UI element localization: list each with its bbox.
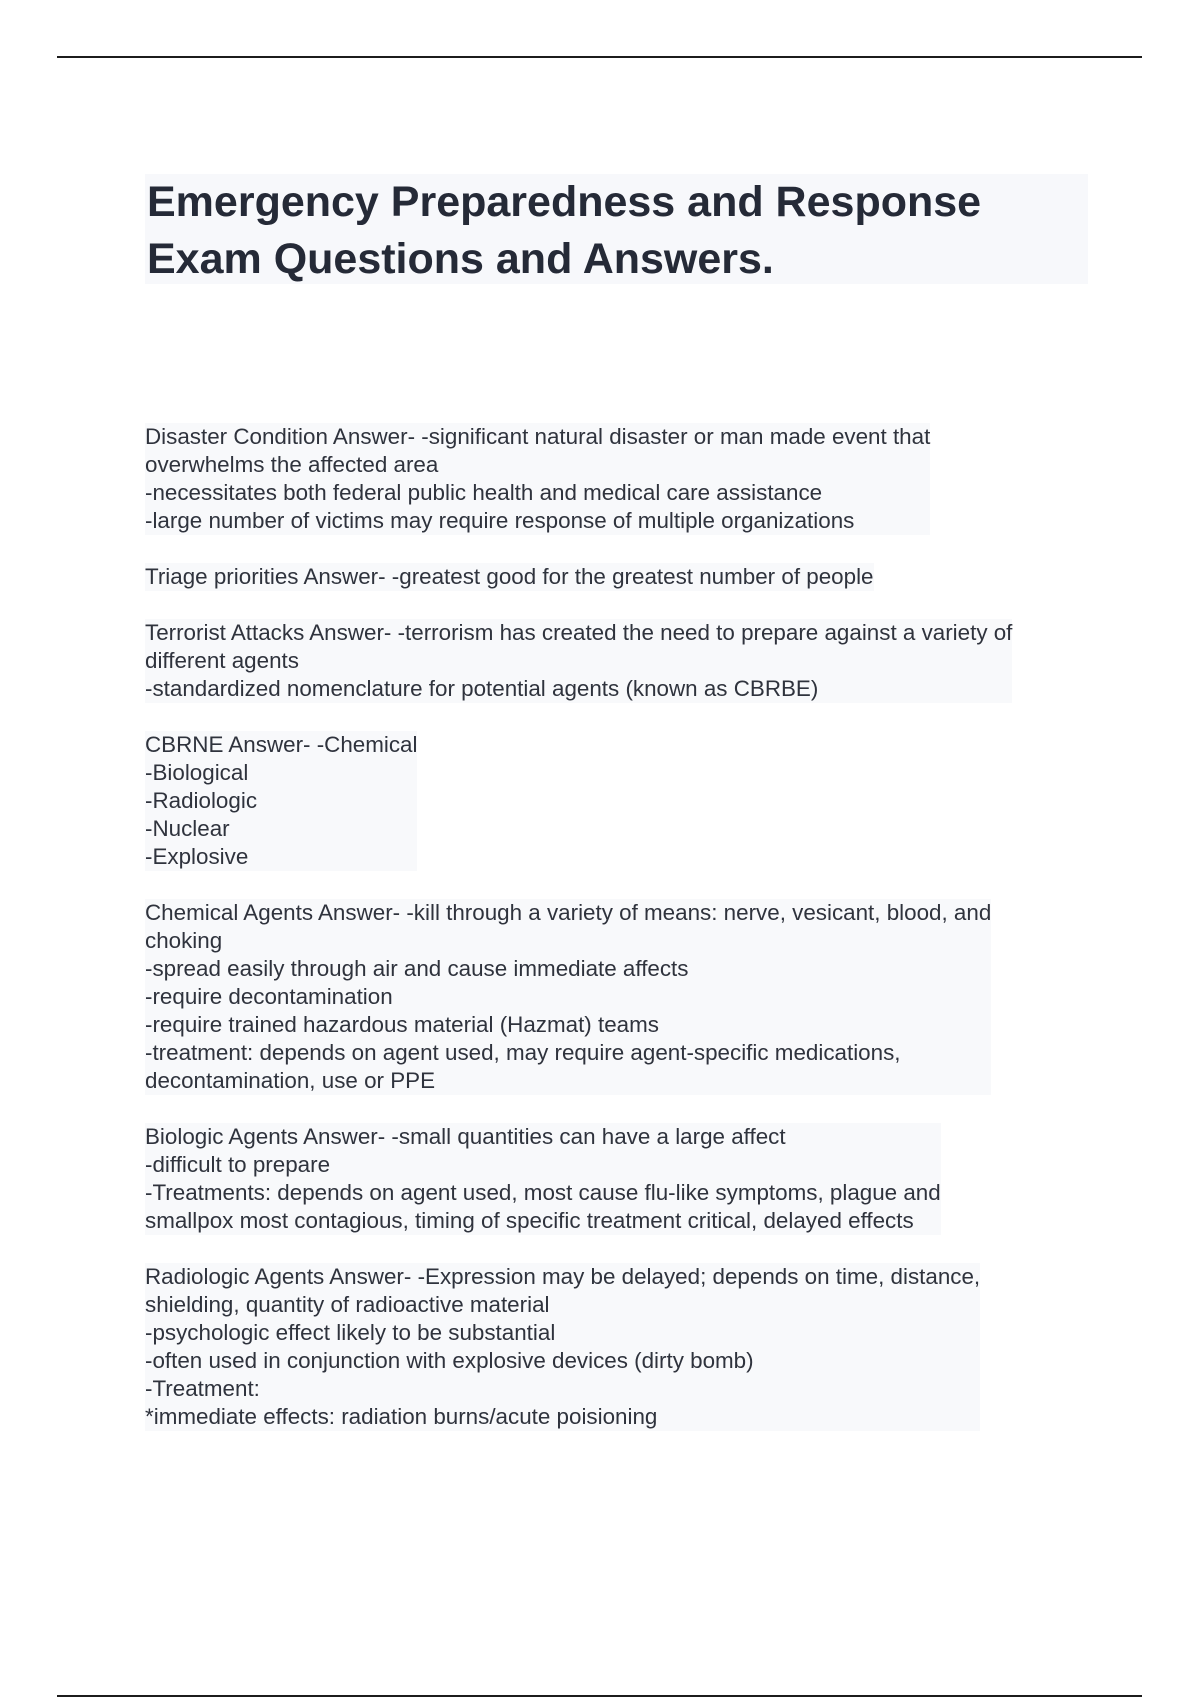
- title-line-1: Emergency Preparedness and Response: [147, 178, 982, 226]
- qa-line: Radiologic Agents Answer- -Expression may be delayed; depends on time, distance,: [145, 1264, 981, 1289]
- qa-line: Biologic Agents Answer- -small quantities can have a large affect: [145, 1124, 786, 1149]
- qa-line: -often used in conjunction with explosive devices (dirty bomb): [145, 1348, 754, 1373]
- qa-line: different agents: [145, 648, 299, 673]
- qa-line: -difficult to prepare: [145, 1152, 331, 1177]
- qa-line: Chemical Agents Answer- -kill through a variety of means: nerve, vesicant, blood, and: [145, 900, 992, 925]
- qa-line: -psychologic effect likely to be substantial: [145, 1320, 556, 1345]
- qa-entry-cbrne: [145, 731, 417, 871]
- qa-list: [145, 423, 1090, 1459]
- qa-line: choking: [145, 928, 223, 953]
- qa-line: -require decontamination: [145, 984, 393, 1009]
- qa-line: -Treatment:: [145, 1376, 260, 1401]
- bottom-rule: [57, 1695, 1142, 1697]
- qa-line: -necessitates both federal public health and medical care assistance: [145, 480, 823, 505]
- qa-line: -Nuclear: [145, 816, 230, 841]
- qa-line: *immediate effects: radiation burns/acute poisioning: [145, 1404, 658, 1429]
- qa-line: -large number of victims may require response of multiple organizations: [145, 508, 855, 533]
- qa-entry-triage-priorities: [145, 563, 874, 591]
- top-rule: [57, 56, 1142, 58]
- qa-line: -Biological: [145, 760, 249, 785]
- qa-entry-disaster-condition: [145, 423, 930, 535]
- qa-line: -require trained hazardous material (Hazmat) teams: [145, 1012, 659, 1037]
- qa-entry-chemical-agents: [145, 899, 991, 1095]
- qa-line: -standardized nomenclature for potential agents (known as CBRBE): [145, 676, 819, 701]
- title-block: [145, 174, 1088, 284]
- qa-entry-terrorist-attacks: [145, 619, 1012, 703]
- document-title: [145, 174, 1088, 288]
- title-line-2: Exam Questions and Answers.: [147, 235, 774, 283]
- qa-line: Triage priorities Answer- -greatest good for the greatest number of people: [145, 564, 874, 589]
- qa-line: -spread easily through air and cause immediate affects: [145, 956, 689, 981]
- qa-line: Disaster Condition Answer- -significant natural disaster or man made event that: [145, 424, 931, 449]
- qa-line: -Treatments: depends on agent used, most cause flu-like symptoms, plague and: [145, 1180, 941, 1205]
- qa-line: -treatment: depends on agent used, may require agent-specific medications,: [145, 1040, 901, 1065]
- qa-line: -Radiologic: [145, 788, 258, 813]
- qa-entry-biologic-agents: [145, 1123, 941, 1235]
- qa-line: overwhelms the affected area: [145, 452, 439, 477]
- qa-line: Terrorist Attacks Answer- -terrorism has created the need to prepare against a variety of: [145, 620, 1013, 645]
- qa-entry-radiologic-agents: [145, 1263, 980, 1431]
- qa-line: -Explosive: [145, 844, 249, 869]
- qa-line: shielding, quantity of radioactive material: [145, 1292, 550, 1317]
- qa-line: CBRNE Answer- -Chemical: [145, 732, 418, 757]
- qa-line: smallpox most contagious, timing of specific treatment critical, delayed effects: [145, 1208, 914, 1233]
- qa-line: decontamination, use or PPE: [145, 1068, 436, 1093]
